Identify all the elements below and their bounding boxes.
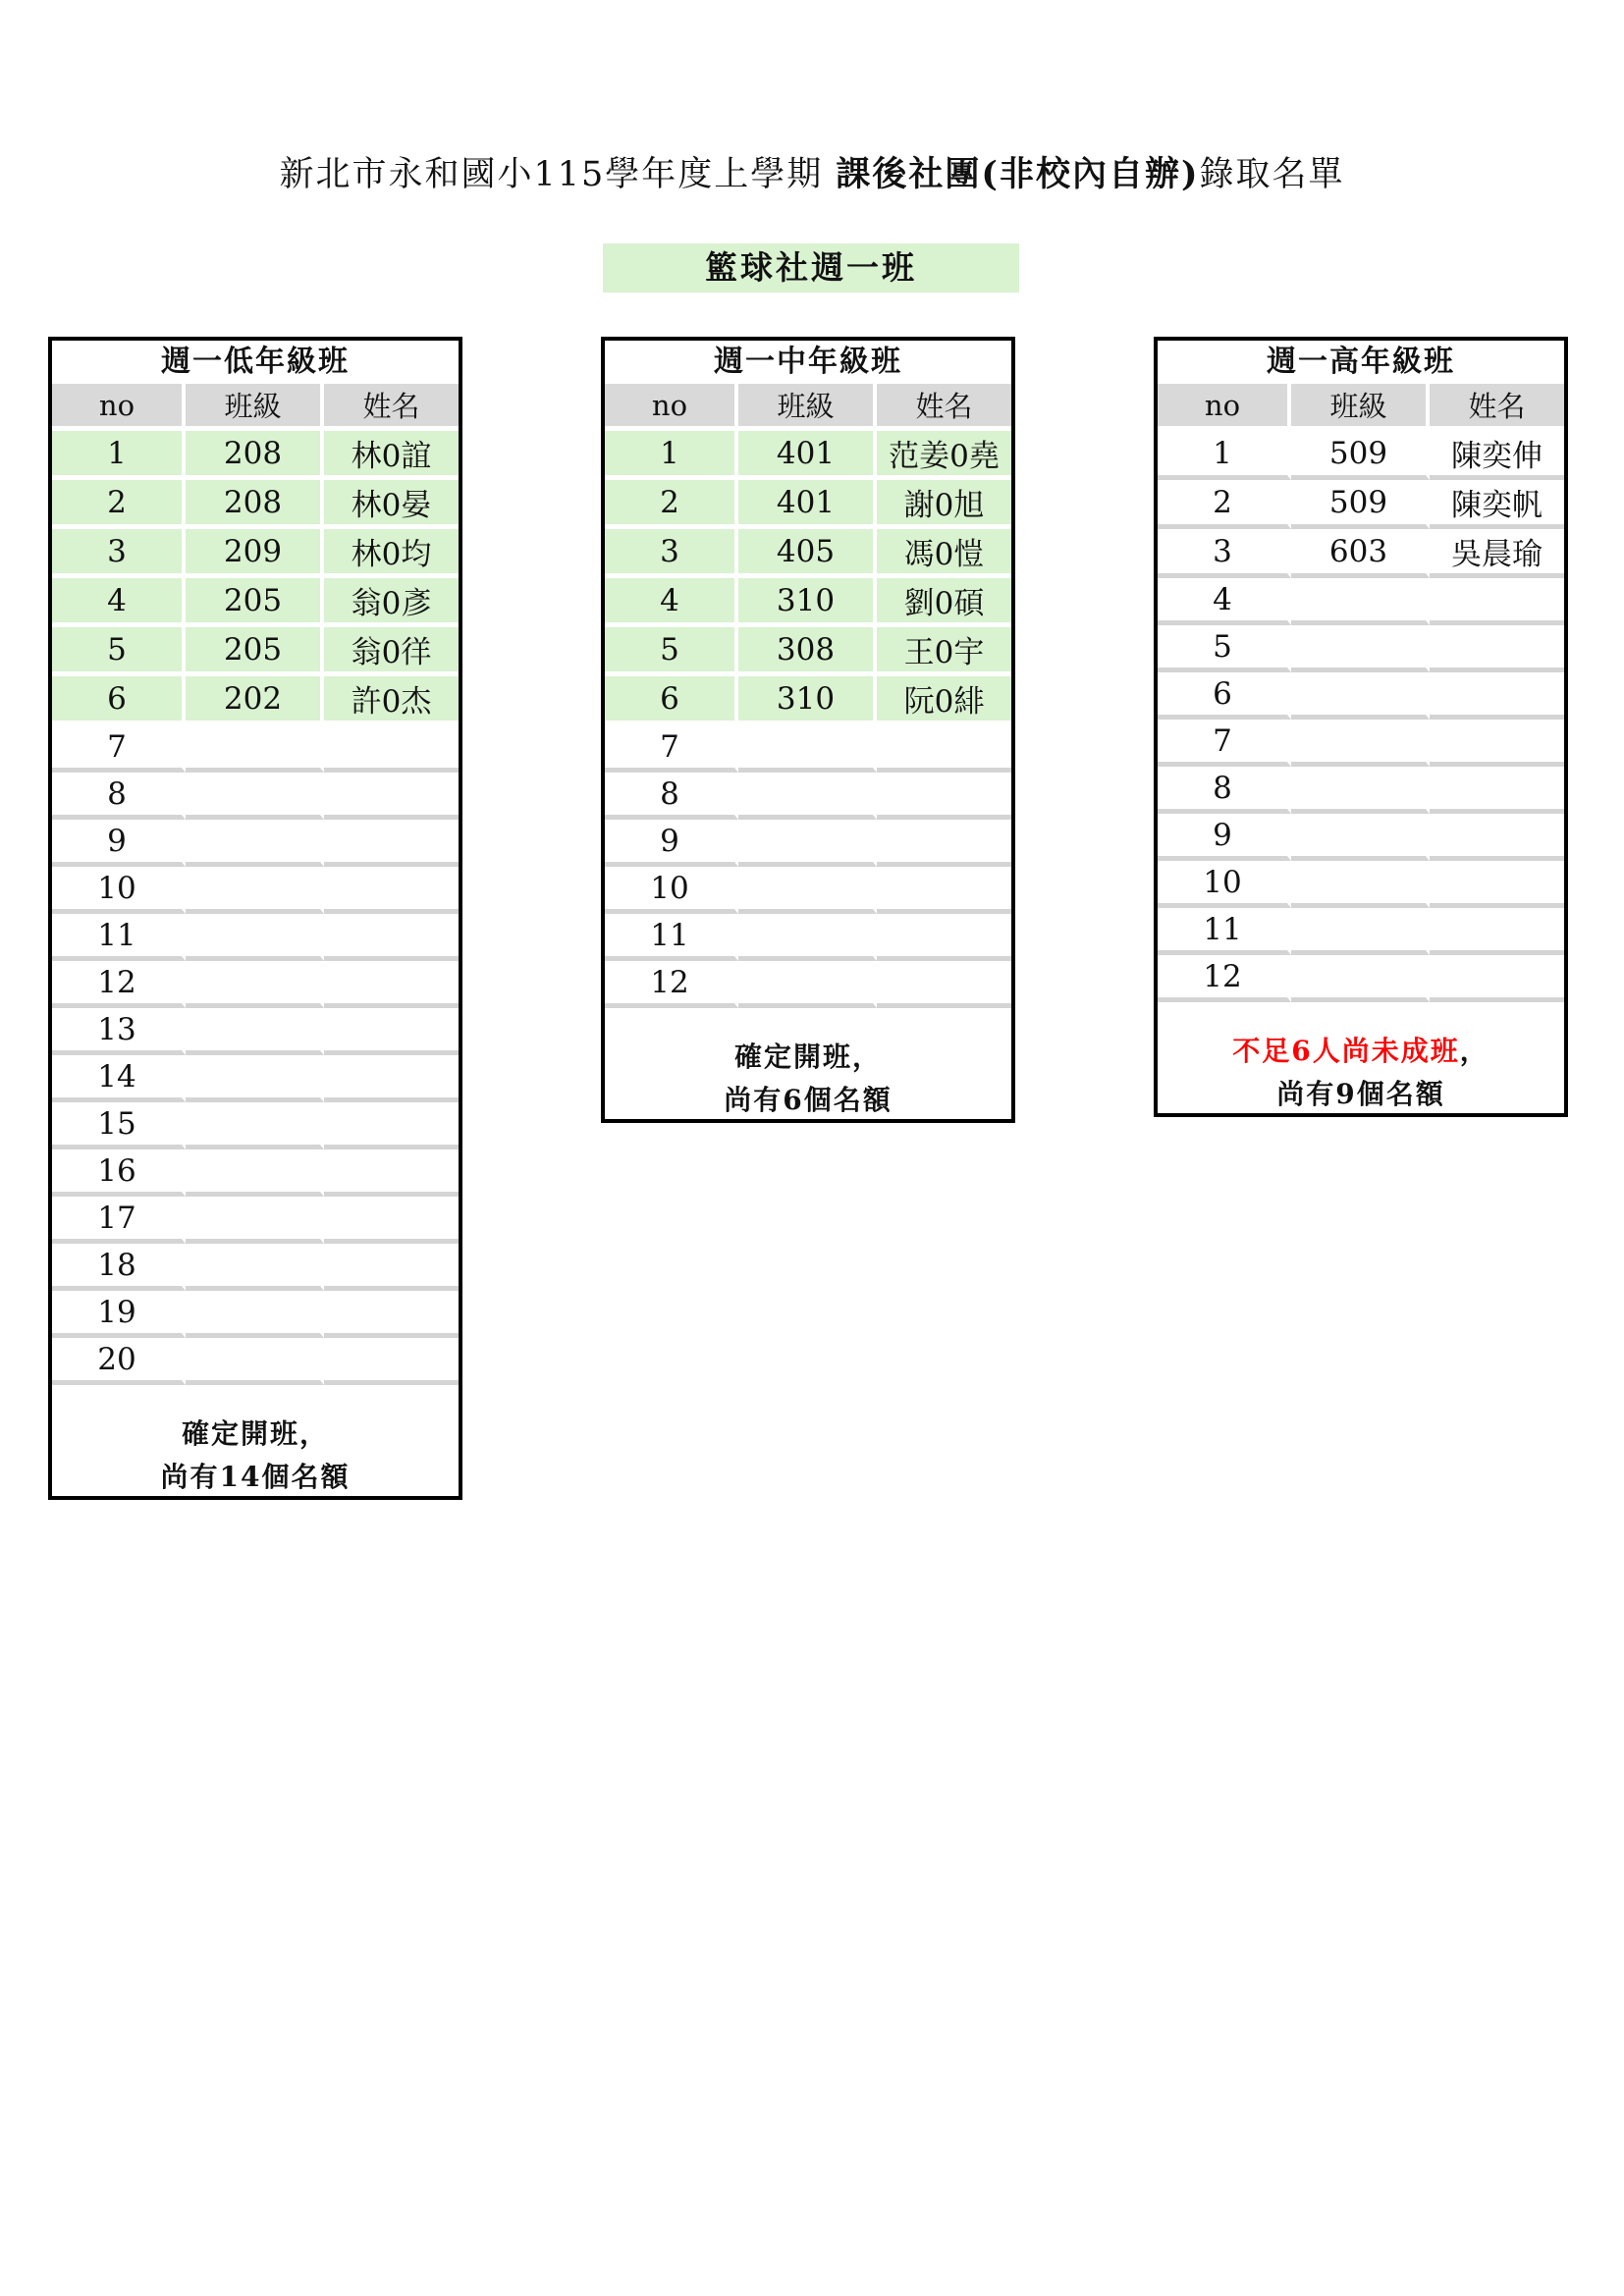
row-name	[324, 1149, 459, 1197]
row-number: 19	[52, 1291, 186, 1338]
group-title: 週一低年級班	[161, 345, 350, 379]
row-class	[738, 867, 877, 914]
row-number: 10	[52, 867, 186, 914]
row-name	[1430, 672, 1564, 720]
column-header: 姓名	[1430, 384, 1564, 431]
row-class	[1291, 814, 1430, 861]
table-row	[1158, 625, 1564, 672]
row-class	[186, 1338, 324, 1385]
row-class	[186, 820, 324, 867]
column-header: 班級	[1291, 384, 1430, 431]
row-number: 12	[605, 961, 738, 1008]
row-class	[738, 725, 877, 773]
row-number: 12	[52, 961, 186, 1008]
row-class	[1291, 720, 1430, 767]
column-header: 班級	[186, 384, 324, 431]
status-text-1: 確定開班，	[733, 1041, 882, 1073]
row-class	[1291, 861, 1430, 908]
row-name: 翁0彥	[324, 578, 459, 627]
table-header-row	[1158, 384, 1564, 431]
roster-table	[52, 384, 459, 1385]
status-warning: 不足6人尚未成班	[1232, 1035, 1460, 1067]
title-prefix: 新北市永和國小115學年度上學期	[279, 155, 824, 194]
table-row	[605, 820, 1011, 867]
row-class: 208	[186, 431, 324, 480]
row-name	[1430, 861, 1564, 908]
row-class: 509	[1291, 480, 1430, 529]
row-class	[738, 773, 877, 820]
group-high-grade	[1154, 337, 1568, 1117]
row-class	[186, 773, 324, 820]
row-number: 10	[1158, 861, 1291, 908]
row-name	[324, 1197, 459, 1244]
row-number: 5	[1158, 625, 1291, 672]
table-row	[605, 914, 1011, 961]
row-name	[877, 961, 1011, 1008]
row-name: 林0晏	[324, 480, 459, 529]
row-number: 1	[1158, 431, 1291, 480]
table-row	[1158, 672, 1564, 720]
row-number: 11	[605, 914, 738, 961]
row-number: 13	[52, 1008, 186, 1055]
row-name: 范姜0堯	[877, 431, 1011, 480]
row-class	[1291, 955, 1430, 1002]
column-header: 姓名	[324, 384, 459, 431]
row-class	[186, 725, 324, 773]
row-name: 陳奕帆	[1430, 480, 1564, 529]
club-name-banner: 籃球社週一班	[603, 243, 1019, 293]
group-status	[1158, 1002, 1564, 1113]
row-number: 1	[52, 431, 186, 480]
row-name	[324, 773, 459, 820]
group-status	[52, 1385, 459, 1496]
row-class	[186, 1055, 324, 1102]
status-line-2: 尚有9個名額	[1276, 1078, 1445, 1110]
status-line-2: 尚有6個名額	[724, 1084, 893, 1116]
status-text-1: ，	[1459, 1035, 1489, 1067]
row-class: 401	[738, 431, 877, 480]
status-line-2: 尚有14個名額	[160, 1461, 351, 1493]
column-header: 姓名	[877, 384, 1011, 431]
row-number: 12	[1158, 955, 1291, 1002]
row-name	[324, 1008, 459, 1055]
row-number: 7	[1158, 720, 1291, 767]
row-number: 5	[52, 627, 186, 676]
table-row	[52, 914, 459, 961]
row-name	[324, 914, 459, 961]
row-name: 翁0徉	[324, 627, 459, 676]
row-number: 7	[52, 725, 186, 773]
row-name: 謝0旭	[877, 480, 1011, 529]
row-number: 6	[52, 676, 186, 725]
table-row	[52, 1102, 459, 1149]
table-row	[605, 867, 1011, 914]
row-number: 16	[52, 1149, 186, 1197]
title-bold: 課後社團(非校內自辦)	[836, 154, 1200, 194]
table-row	[605, 676, 1011, 725]
row-number: 3	[52, 529, 186, 578]
row-name	[877, 867, 1011, 914]
row-number: 9	[605, 820, 738, 867]
title-suffix: 錄取名單	[1199, 155, 1345, 194]
table-row	[52, 1008, 459, 1055]
row-name	[324, 1291, 459, 1338]
row-class: 308	[738, 627, 877, 676]
row-class: 209	[186, 529, 324, 578]
row-name: 陳奕伸	[1430, 431, 1564, 480]
table-row	[1158, 814, 1564, 861]
group-low-grade	[48, 337, 462, 1500]
row-name: 馮0愷	[877, 529, 1011, 578]
roster-table	[1158, 384, 1564, 1002]
table-row	[1158, 431, 1564, 480]
row-name	[324, 820, 459, 867]
row-name	[1430, 720, 1564, 767]
table-row	[605, 773, 1011, 820]
table-row	[52, 1197, 459, 1244]
row-class	[186, 1244, 324, 1291]
row-number: 17	[52, 1197, 186, 1244]
column-header: 班級	[738, 384, 877, 431]
table-row	[52, 725, 459, 773]
row-number: 20	[52, 1338, 186, 1385]
row-number: 8	[52, 773, 186, 820]
row-class	[1291, 908, 1430, 955]
row-number: 1	[605, 431, 738, 480]
row-class	[186, 1008, 324, 1055]
row-name	[1430, 625, 1564, 672]
row-name: 林0誼	[324, 431, 459, 480]
row-number: 4	[1158, 578, 1291, 625]
column-header: no	[1158, 384, 1291, 431]
table-row	[52, 773, 459, 820]
table-row	[1158, 720, 1564, 767]
row-class	[738, 820, 877, 867]
row-name: 吳晨瑜	[1430, 529, 1564, 578]
table-row	[52, 676, 459, 725]
table-row	[52, 1055, 459, 1102]
table-row	[52, 1291, 459, 1338]
row-name: 林0均	[324, 529, 459, 578]
row-class	[1291, 578, 1430, 625]
document-title	[0, 147, 1624, 196]
table-row	[52, 1338, 459, 1385]
row-number: 11	[1158, 908, 1291, 955]
row-class: 202	[186, 676, 324, 725]
row-class	[186, 961, 324, 1008]
row-class	[738, 961, 877, 1008]
row-class	[186, 1149, 324, 1197]
column-header: no	[52, 384, 186, 431]
table-row	[52, 529, 459, 578]
row-class: 208	[186, 480, 324, 529]
row-class	[186, 1291, 324, 1338]
row-class	[1291, 672, 1430, 720]
row-number: 14	[52, 1055, 186, 1102]
roster-table	[605, 384, 1011, 1008]
row-class	[186, 867, 324, 914]
row-number: 7	[605, 725, 738, 773]
row-class	[186, 914, 324, 961]
row-name: 劉0碩	[877, 578, 1011, 627]
row-number: 2	[1158, 480, 1291, 529]
table-row	[52, 627, 459, 676]
group-title: 週一中年級班	[714, 345, 902, 379]
row-name	[877, 773, 1011, 820]
row-class: 205	[186, 627, 324, 676]
row-name	[324, 1244, 459, 1291]
table-header-row	[605, 384, 1011, 431]
row-name	[877, 914, 1011, 961]
row-class	[186, 1197, 324, 1244]
row-class: 310	[738, 676, 877, 725]
table-row	[52, 1149, 459, 1197]
group-title: 週一高年級班	[1267, 345, 1455, 379]
table-row	[605, 480, 1011, 529]
status-line-1	[52, 1413, 459, 1456]
row-number: 10	[605, 867, 738, 914]
table-row	[605, 627, 1011, 676]
status-line-1	[1158, 1030, 1564, 1073]
row-number: 2	[605, 480, 738, 529]
row-class	[738, 914, 877, 961]
column-header: no	[605, 384, 738, 431]
table-row	[1158, 480, 1564, 529]
table-row	[52, 578, 459, 627]
row-name	[324, 1338, 459, 1385]
row-name	[324, 1102, 459, 1149]
table-row	[605, 961, 1011, 1008]
table-row	[1158, 578, 1564, 625]
row-class: 405	[738, 529, 877, 578]
table-row	[1158, 955, 1564, 1002]
table-row	[1158, 767, 1564, 814]
row-class: 205	[186, 578, 324, 627]
table-row	[605, 431, 1011, 480]
table-row	[52, 1244, 459, 1291]
row-class: 401	[738, 480, 877, 529]
row-name	[1430, 955, 1564, 1002]
row-name	[877, 725, 1011, 773]
row-number: 3	[605, 529, 738, 578]
row-name	[324, 725, 459, 773]
table-row	[605, 578, 1011, 627]
row-number: 5	[605, 627, 738, 676]
row-number: 8	[605, 773, 738, 820]
table-row	[1158, 861, 1564, 908]
table-row	[52, 961, 459, 1008]
row-name: 許0杰	[324, 676, 459, 725]
table-row	[605, 529, 1011, 578]
row-class: 603	[1291, 529, 1430, 578]
row-class	[1291, 625, 1430, 672]
row-number: 15	[52, 1102, 186, 1149]
row-number: 6	[1158, 672, 1291, 720]
row-number: 18	[52, 1244, 186, 1291]
table-row	[605, 725, 1011, 773]
row-name	[1430, 908, 1564, 955]
row-name	[324, 961, 459, 1008]
group-mid-grade	[601, 337, 1015, 1123]
row-number: 2	[52, 480, 186, 529]
row-number: 4	[52, 578, 186, 627]
table-row	[1158, 908, 1564, 955]
row-name: 王0宇	[877, 627, 1011, 676]
table-row	[52, 480, 459, 529]
row-number: 4	[605, 578, 738, 627]
table-row	[1158, 529, 1564, 578]
row-class	[1291, 767, 1430, 814]
table-header-row	[52, 384, 459, 431]
status-text-1: 確定開班，	[181, 1417, 329, 1450]
row-name	[1430, 767, 1564, 814]
row-name	[324, 1055, 459, 1102]
row-number: 11	[52, 914, 186, 961]
row-name	[1430, 814, 1564, 861]
row-class	[186, 1102, 324, 1149]
row-class: 509	[1291, 431, 1430, 480]
row-number: 3	[1158, 529, 1291, 578]
table-row	[52, 431, 459, 480]
row-name: 阮0緋	[877, 676, 1011, 725]
row-number: 9	[1158, 814, 1291, 861]
row-class: 310	[738, 578, 877, 627]
row-name	[1430, 578, 1564, 625]
group-status	[605, 1008, 1011, 1119]
status-line-1	[605, 1036, 1011, 1079]
row-name	[877, 820, 1011, 867]
row-number: 6	[605, 676, 738, 725]
row-number: 9	[52, 820, 186, 867]
table-row	[52, 867, 459, 914]
row-name	[324, 867, 459, 914]
row-number: 8	[1158, 767, 1291, 814]
table-row	[52, 820, 459, 867]
